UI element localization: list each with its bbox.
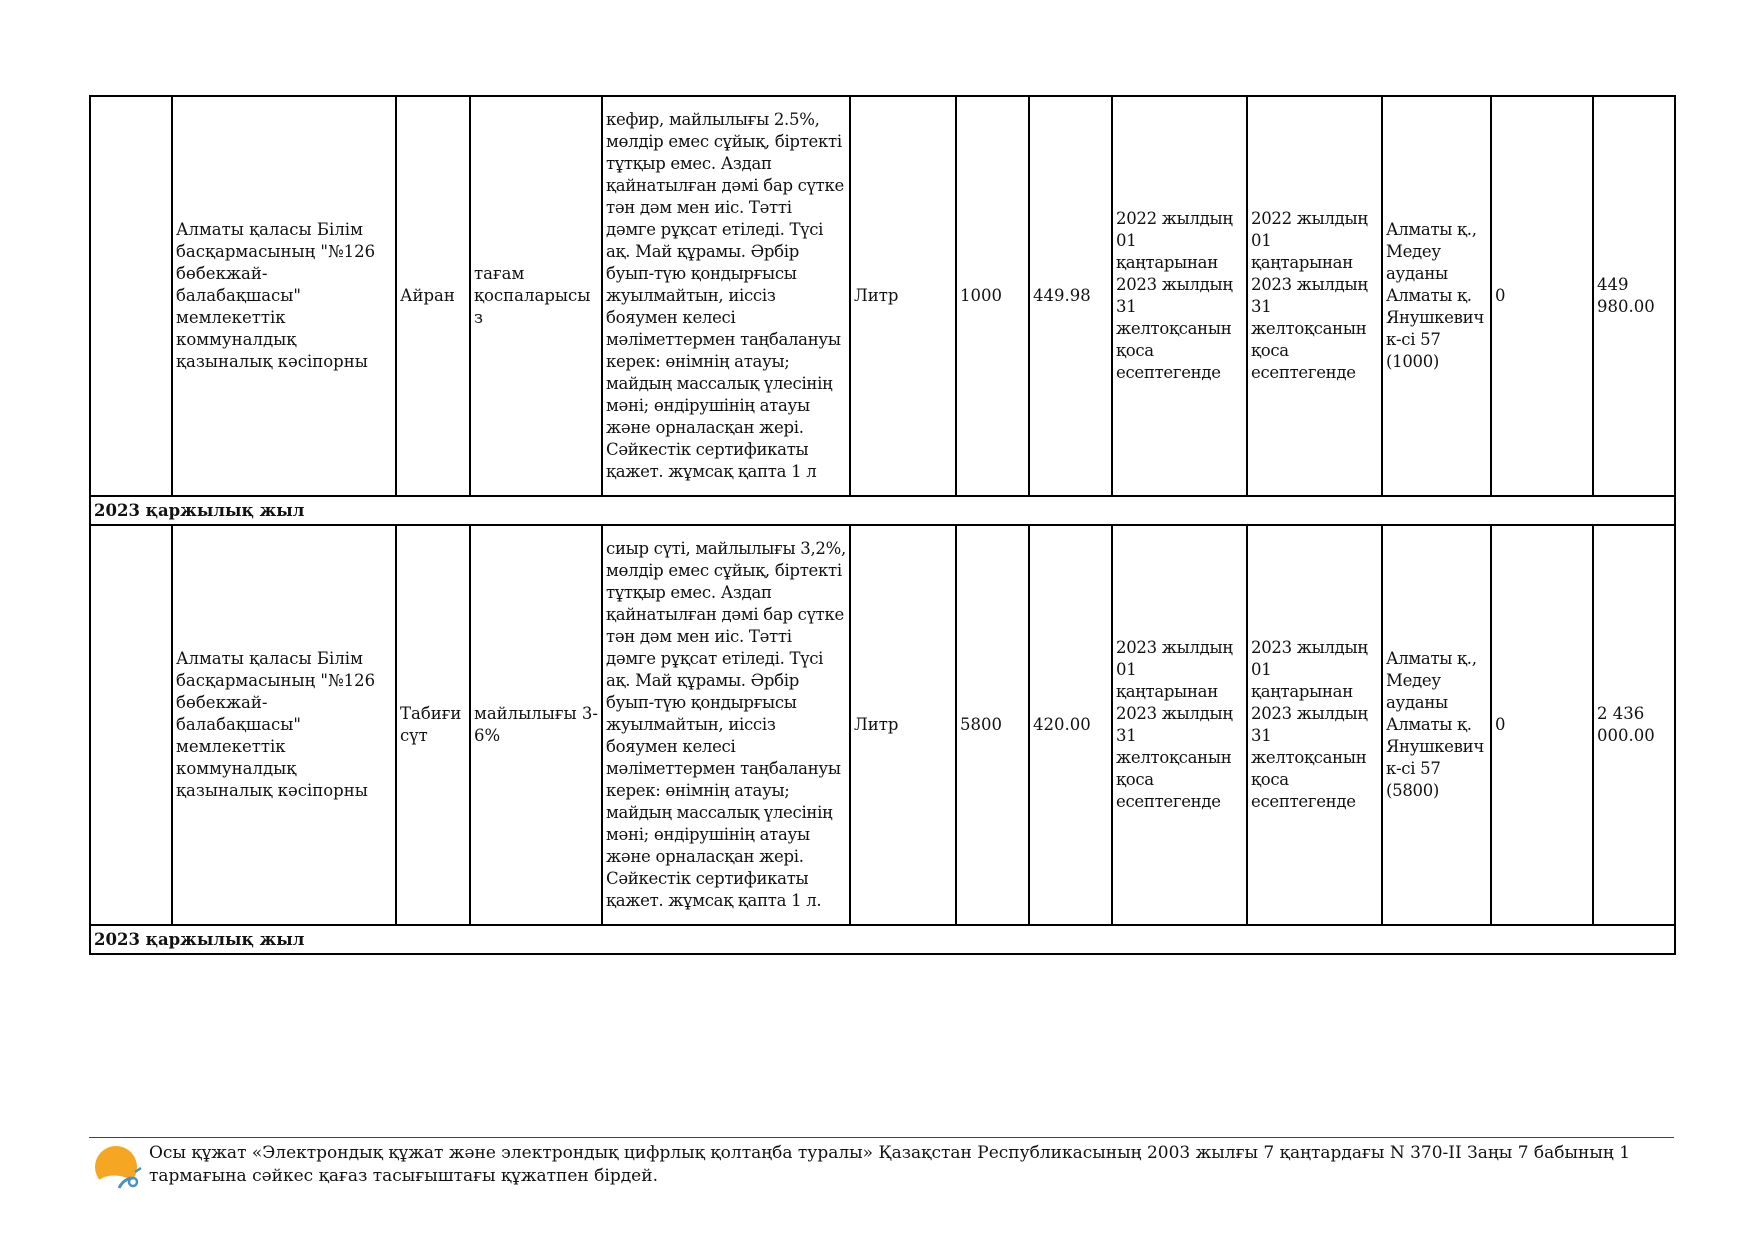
cell-delivery-start: 2023 жылдың 01 қаңтарынан 2023 жылдың 31 желтоқсанын қоса есептегенде <box>1112 525 1247 925</box>
cell-unit: Литр <box>850 525 956 925</box>
cell-item-name: Табиғи сүт <box>396 525 470 925</box>
cell-delivery-end: 2022 жылдың 01 қаңтарынан 2023 жылдың 31 желтоқсанын қоса есептегенде <box>1247 96 1382 496</box>
cell-price: 449.98 <box>1029 96 1112 496</box>
cell-index <box>90 525 172 925</box>
cell-quantity: 5800 <box>956 525 1029 925</box>
cell-unit: Литр <box>850 96 956 496</box>
cell-total: 449 980.00 <box>1593 96 1675 496</box>
fiscal-year-row <box>90 925 1675 954</box>
table-row <box>90 525 1675 925</box>
cell-delivery-place: Алматы қ., Медеу ауданы Алматы қ. Янушкевич к-сі 57 (5800) <box>1382 525 1491 925</box>
sun-logo-icon <box>93 1142 143 1192</box>
fiscal-year-row <box>90 496 1675 525</box>
footer-legal-text: Осы құжат «Электрондық құжат және электрондық цифрлық қолтаңба туралы» Қазақстан Республикасының 2003 жылғы 7 қаңтардағы N 370-II Заңы 7 бабының 1 тармағына сәйкес қағаз тасығыштағы құжатпен бірдей. <box>149 1143 1631 1186</box>
cell-item-name: Айран <box>396 96 470 496</box>
cell-delivery-end: 2023 жылдың 01 қаңтарынан 2023 жылдың 31 желтоқсанын қоса есептегенде <box>1247 525 1382 925</box>
cell-delivery-place: Алматы қ., Медеу ауданы Алматы қ. Янушкевич к-сі 57 (1000) <box>1382 96 1491 496</box>
cell-customer: Алматы қаласы Білім басқармасының "№126 бөбекжай-балабақшасы" мемлекеттік коммуналдық қазыналық кәсіпорны <box>172 96 396 496</box>
cell-description: кефир, майлылығы 2.5%, мөлдір емес сұйық, біртекті тұтқыр емес. Аздап қайнатылған дәмі бар сүтке тән дәм мен иіс. Тәтті дәмге рұқсат етіледі. Түсі ақ. Май құрамы. Әрбір буып-түю қондырғысы жуылмайтын, иіссіз бояумен келесі мәліметтермен таңбалануы керек: өнімнің атауы; майдың массалық үлесінің мәні; өндірушінің атауы және орналасқан жері. Сәйкестік сертификаты қажет. жұмсақ қапта 1 л <box>602 96 850 496</box>
cell-item-spec: майлылығы 3-6% <box>470 525 602 925</box>
cell-total: 2 436 000.00 <box>1593 525 1675 925</box>
table-row <box>90 96 1675 496</box>
fiscal-year-label: 2023 қаржылық жыл <box>90 925 1675 954</box>
cell-quantity: 1000 <box>956 96 1029 496</box>
cell-delivery-start: 2022 жылдың 01 қаңтарынан 2023 жылдың 31 желтоқсанын қоса есептегенде <box>1112 96 1247 496</box>
cell-item-spec: тағам қоспаларысыз <box>470 96 602 496</box>
footer-divider <box>89 1137 1674 1138</box>
procurement-table <box>89 95 1676 955</box>
cell-price: 420.00 <box>1029 525 1112 925</box>
cell-description: сиыр сүті, майлылығы 3,2%, мөлдір емес сұйық, біртекті тұтқыр емес. Аздап қайнатылған дәмі бар сүтке тән дәм мен иіс. Тәтті дәмге рұқсат етіледі. Түсі ақ. Май құрамы. Әрбір буып-түю қондырғысы жуылмайтын, иіссіз бояумен келесі мәліметтермен таңбалануы керек: өнімнің атауы; майдың массалық үлесінің мәні; өндірушінің атауы және орналасқан жері. Сәйкестік сертификаты қажет. жұмсақ қапта 1 л. <box>602 525 850 925</box>
footer <box>89 1142 1674 1202</box>
cell-advance: 0 <box>1491 96 1593 496</box>
cell-index <box>90 96 172 496</box>
cell-advance: 0 <box>1491 525 1593 925</box>
cell-customer: Алматы қаласы Білім басқармасының "№126 бөбекжай-балабақшасы" мемлекеттік коммуналдық қазыналық кәсіпорны <box>172 525 396 925</box>
fiscal-year-label: 2023 қаржылық жыл <box>90 496 1675 525</box>
